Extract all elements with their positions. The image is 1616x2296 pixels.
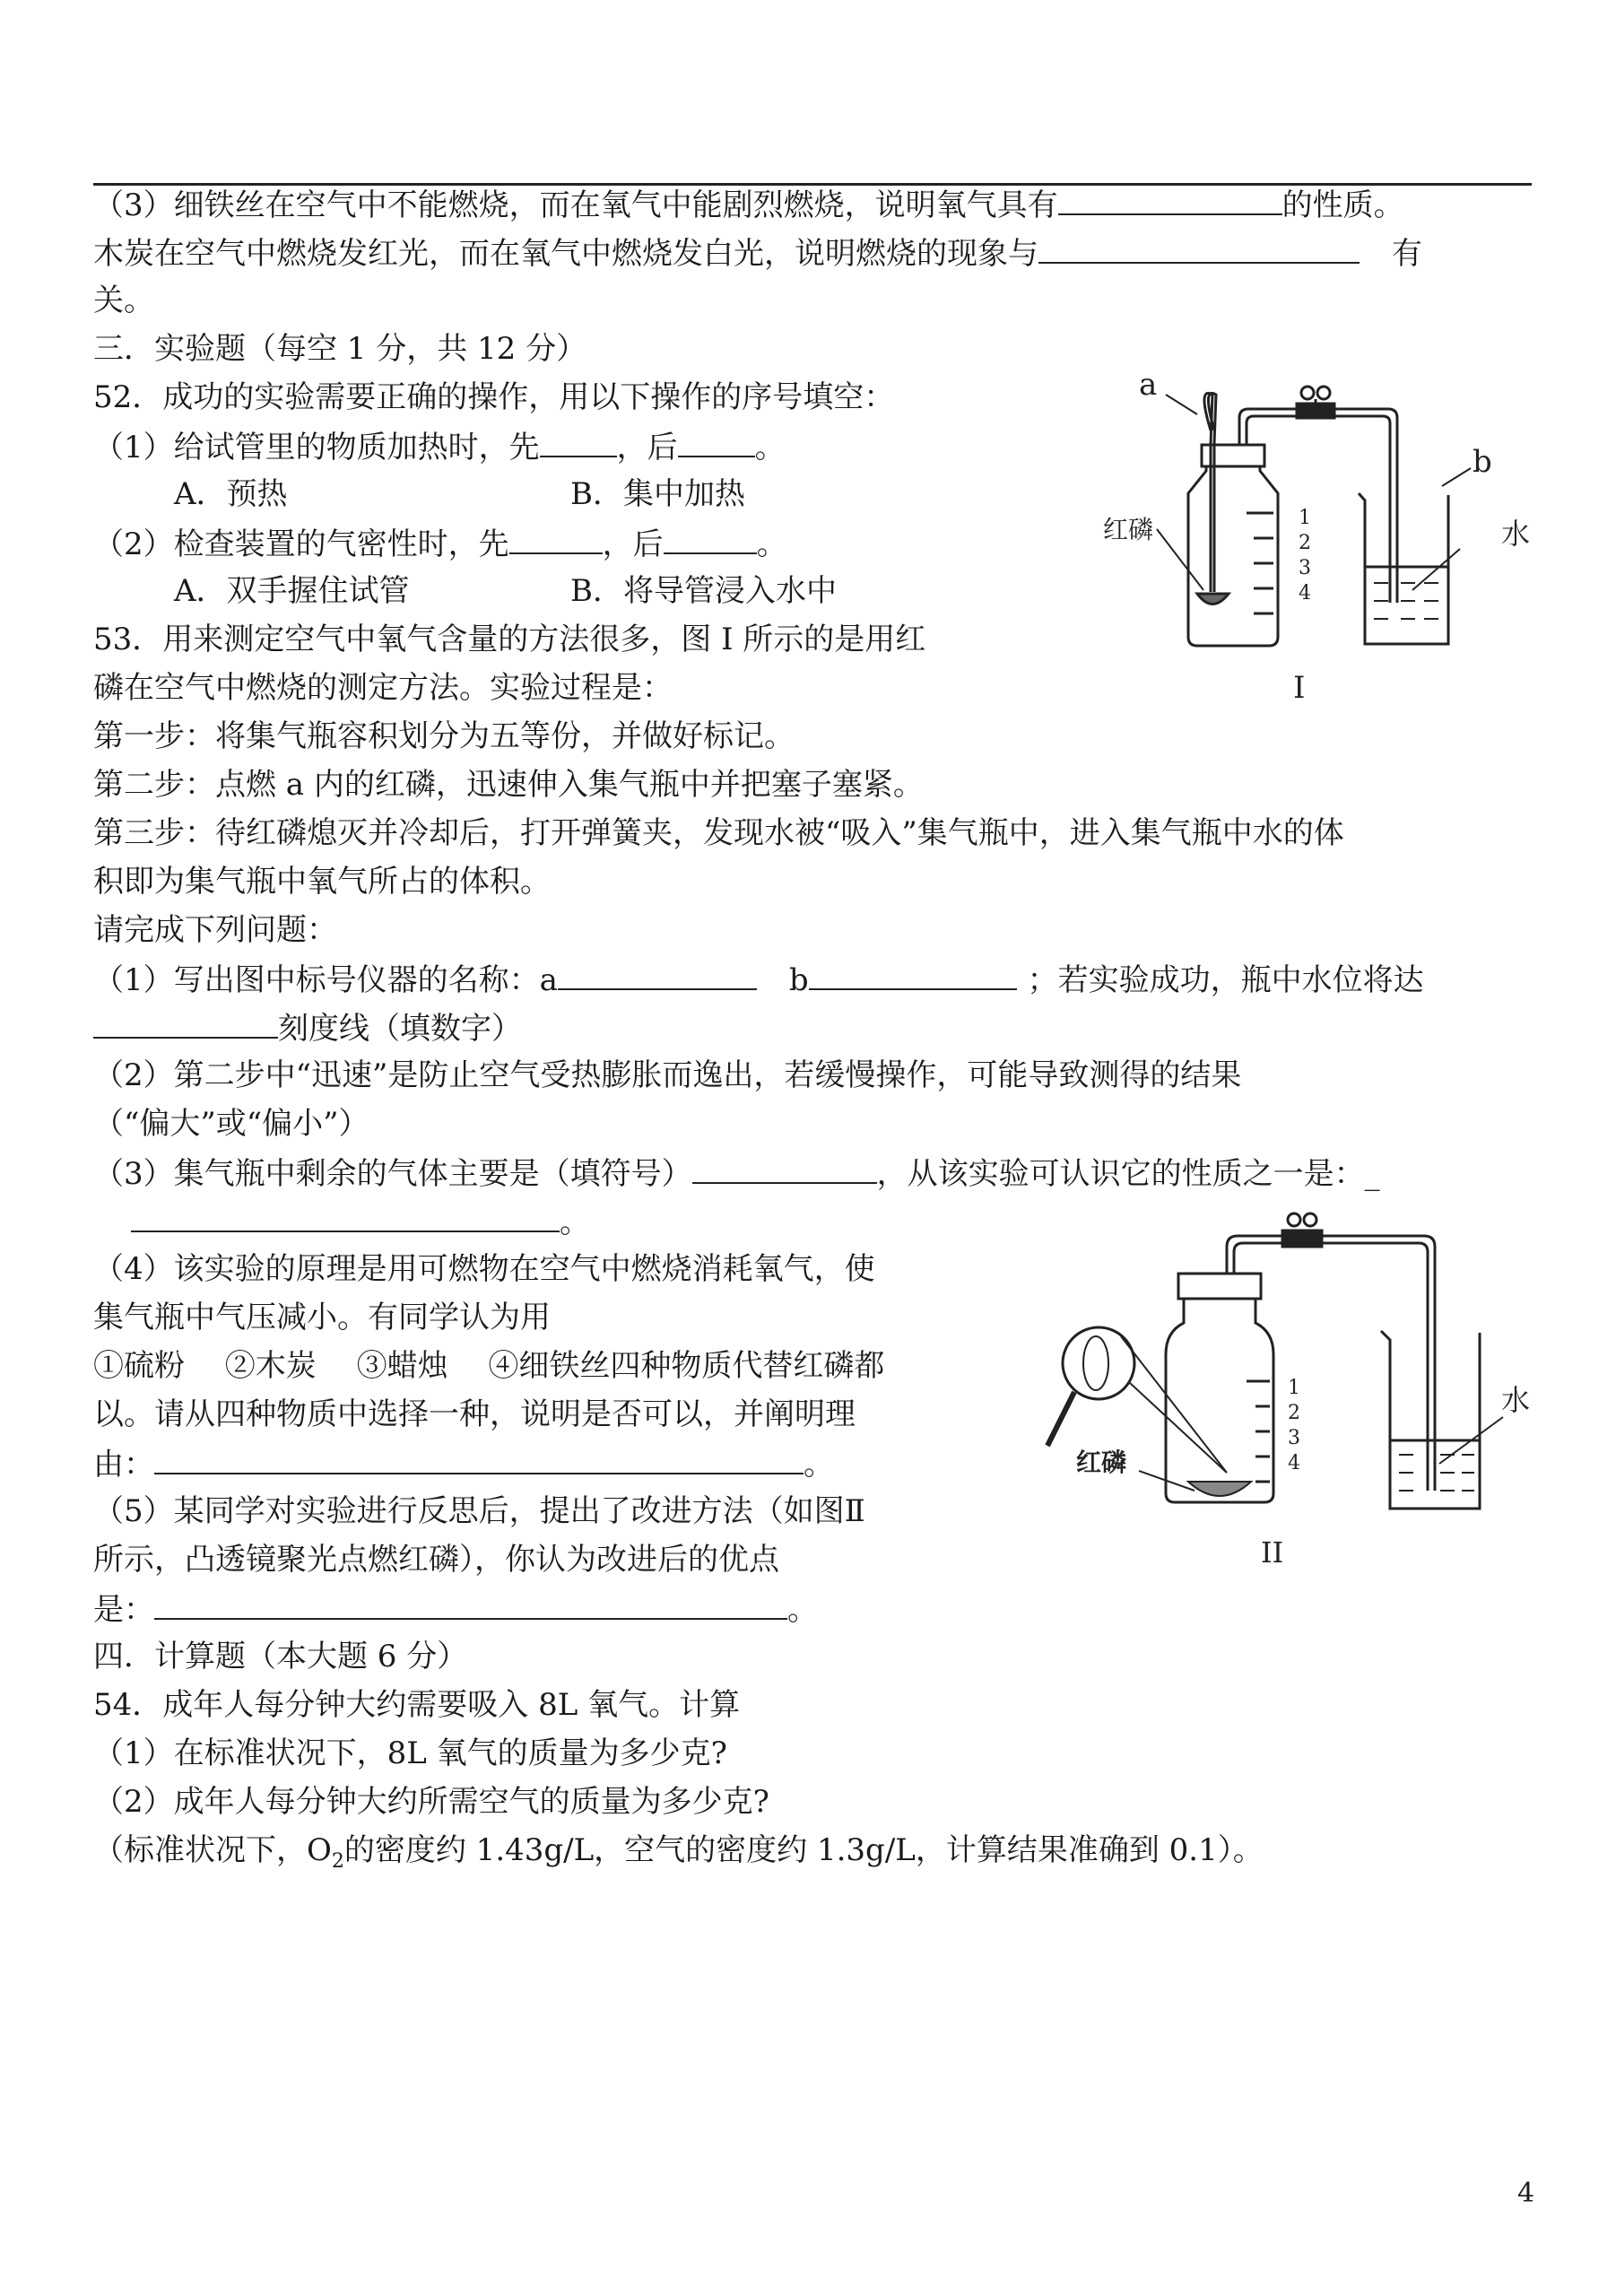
- label-b: b: [1473, 444, 1492, 480]
- text-line: （2）检查装置的气密性时，先 ，后 。: [93, 518, 787, 569]
- mark-1: 1: [1288, 1377, 1300, 1399]
- text-line: （“偏大”或“偏小”）: [93, 1106, 369, 1142]
- figure-1: [1085, 359, 1569, 718]
- text-line: （3）细铁丝在空气中不能燃烧，而在氧气中能剧烈燃烧，说明氧气具有 的性质。: [93, 179, 1404, 230]
- label-phosphorus: 红磷: [1103, 515, 1154, 544]
- text-line: （1）给试管里的物质加热时，先 ，后 。: [93, 422, 786, 472]
- label-a: a: [1139, 367, 1158, 403]
- answer-blank[interactable]: [1038, 228, 1360, 264]
- text-line: 是： 。: [93, 1584, 818, 1634]
- options-line: A．预热 B．集中加热: [174, 476, 745, 512]
- text-line: （1）写出图中标号仪器的名称：a b ；若实验成功，瓶中水位将达: [93, 954, 1424, 1004]
- text-line: 以。请从四种物质中选择一种，说明是否可以，并阐明理: [93, 1396, 856, 1432]
- answer-blank[interactable]: [93, 1003, 278, 1039]
- text-line: 刻度线（填数字）: [93, 1003, 522, 1053]
- mark-4: 4: [1299, 582, 1311, 604]
- text-line: （标准状况下，$O_2$的密度约 1.43g/L，空气的密度约 1.3g/L，计算结果准确到 0.1）。: [93, 1832, 1264, 1873]
- text-line: 木炭在空气中燃烧发红光，而在氧气中燃烧发白光，说明燃烧的现象与 有: [93, 228, 1422, 278]
- answer-blank[interactable]: [1058, 179, 1282, 215]
- mark-2: 2: [1299, 532, 1311, 554]
- text-line: （2）第二步中“迅速”是防止空气受热膨胀而逸出，若缓慢操作，可能导致测得的结果: [93, 1057, 1242, 1093]
- section-title: 三．实验题（每空 1 分，共 12 分）: [93, 331, 587, 367]
- mark-4: 4: [1288, 1452, 1300, 1474]
- text-line: （4）该实验的原理是用可燃物在空气中燃烧消耗氧气，使: [93, 1251, 875, 1287]
- figure-1-caption: I: [1293, 670, 1306, 706]
- question-53: 53．用来测定空气中氧气含量的方法很多，图 I 所示的是用红: [93, 622, 926, 657]
- figure-2-caption: II: [1261, 1535, 1284, 1570]
- text-line: 集气瓶中气压减小。有同学认为用: [93, 1300, 551, 1335]
- answer-blank[interactable]: [509, 518, 603, 554]
- text-line: 关。: [93, 283, 154, 318]
- answer-blank[interactable]: [131, 1196, 560, 1232]
- question-52: 52．成功的实验需要正确的操作，用以下操作的序号填空：: [93, 379, 895, 415]
- label-phosphorus: 红磷: [1076, 1448, 1127, 1477]
- options-line: A．双手握住试管 B．将导管浸入水中: [174, 573, 837, 609]
- answer-blank[interactable]: [558, 954, 757, 990]
- text-line: （3）集气瓶中剩余的气体主要是（填符号） ，从该实验可认识它的性质之一是：_: [93, 1148, 1380, 1198]
- text-line: 由： 。: [93, 1439, 834, 1489]
- question-54: 54．成年人每分钟大约需要吸入 8L 氧气。计算: [93, 1687, 741, 1723]
- text-line: 第一步：将集气瓶容积划分为五等份，并做好标记。: [93, 718, 795, 754]
- text-line: 请完成下列问题：: [93, 912, 337, 948]
- label-water: 水: [1501, 1383, 1531, 1417]
- answer-blank[interactable]: [664, 518, 757, 554]
- text-line: 积即为集气瓶中氧气所占的体积。: [93, 864, 551, 900]
- answer-blank[interactable]: [154, 1439, 804, 1474]
- answer-blank[interactable]: [540, 422, 617, 457]
- label-water: 水: [1501, 517, 1531, 551]
- figure-2: [1031, 1211, 1569, 1578]
- answer-blank[interactable]: [809, 954, 1017, 990]
- mark-2: 2: [1288, 1402, 1300, 1424]
- text-line: 。: [93, 1196, 590, 1247]
- answer-blank[interactable]: [692, 1148, 877, 1184]
- text-line: 第三步：待红磷熄灭并冷却后，打开弹簧夹，发现水被“吸入”集气瓶中，进入集气瓶中水的体: [93, 815, 1344, 851]
- text-line: ①硫粉 ②木炭 ③蜡烛 ④细铁丝四种物质代替红磷都: [93, 1348, 885, 1384]
- answer-blank[interactable]: [154, 1584, 787, 1620]
- section-title: 四．计算题（本大题 6 分）: [93, 1639, 468, 1674]
- text-line: （2）成年人每分钟大约所需空气的质量为多少克?: [93, 1784, 769, 1820]
- text-line: 磷在空气中燃烧的测定方法。实验过程是：: [93, 670, 673, 706]
- mark-3: 3: [1299, 557, 1311, 579]
- mark-1: 1: [1299, 507, 1311, 529]
- mark-3: 3: [1288, 1427, 1300, 1449]
- text-line: 所示，凸透镜聚光点燃红磷），你认为改进后的优点: [93, 1542, 779, 1578]
- text-line: （1）在标准状况下，8L 氧气的质量为多少克?: [93, 1735, 727, 1771]
- page-number: 4: [1517, 2178, 1535, 2209]
- answer-blank[interactable]: [678, 422, 755, 457]
- text-line: （5）某同学对实验进行反思后，提出了改进方法（如图Ⅱ: [93, 1493, 865, 1529]
- text-line: 第二步：点燃 a 内的红磷，迅速伸入集气瓶中并把塞子塞紧。: [93, 767, 924, 803]
